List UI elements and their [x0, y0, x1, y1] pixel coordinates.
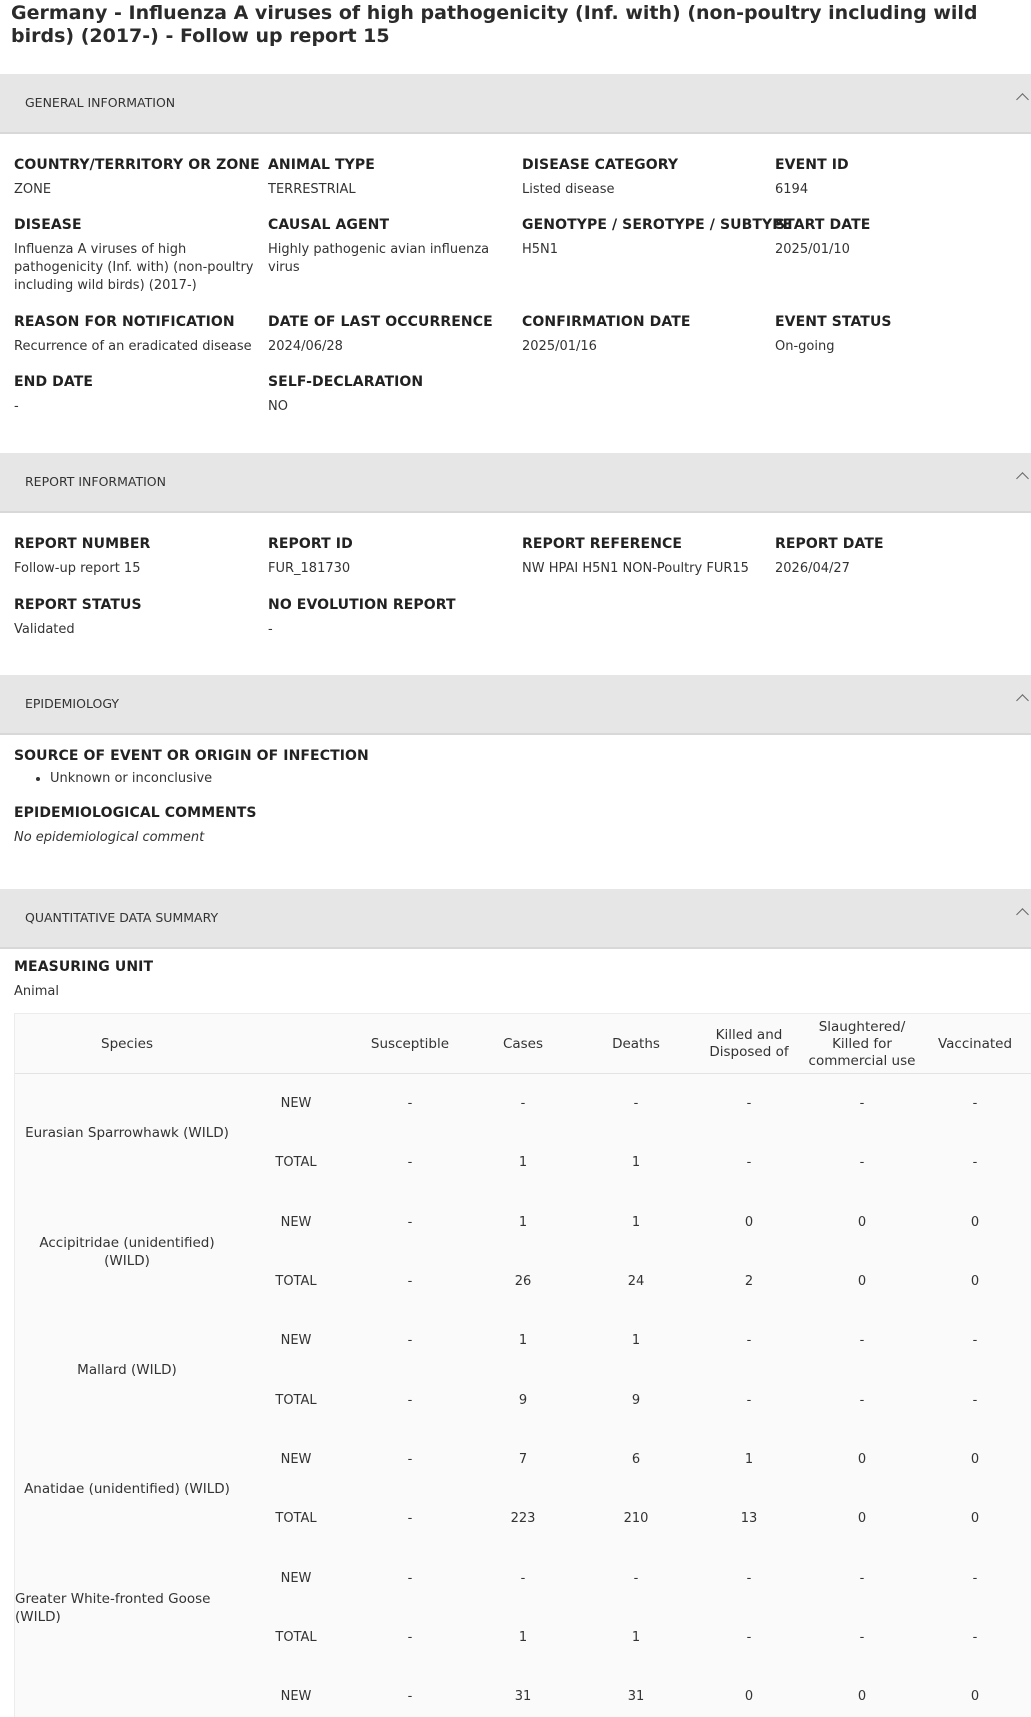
row-type-label: NEW — [280, 1689, 312, 1705]
field-measuring-unit: MEASURING UNIT Animal — [14, 959, 154, 999]
species-name: Greater White-fronted Goose (WILD) — [15, 1590, 211, 1625]
header-slaughtered: Slaughtered/ Killed for commercial use — [808, 1018, 916, 1069]
row-type-label: TOTAL — [275, 1274, 317, 1290]
chevron-up-icon[interactable] — [1016, 93, 1029, 106]
cell-deaths: 6 — [631, 1451, 641, 1467]
row-type-label: TOTAL — [275, 1155, 317, 1171]
cell-vaccinated: 0 — [970, 1274, 980, 1290]
species-name: Accipitridae (unidentified) (WILD) — [39, 1234, 215, 1269]
cell-vaccinated: 0 — [970, 1451, 980, 1467]
chevron-up-icon[interactable] — [1016, 472, 1029, 485]
section-header-report[interactable] — [0, 453, 1031, 513]
cell-slaughtered: 0 — [857, 1274, 867, 1290]
field-event-status: EVENT STATUS On-going — [775, 314, 892, 354]
species-name: Mallard (WILD) — [77, 1362, 177, 1379]
field-disease: DISEASE Influenza A viruses of high pathogenicity (Inf. with) (non-poultry including wild birds) (2017-) — [14, 217, 254, 293]
cell-deaths: 210 — [623, 1511, 649, 1527]
cell-killed: 0 — [744, 1689, 754, 1705]
cell-cases: - — [520, 1570, 526, 1586]
cell-slaughtered: - — [859, 1392, 865, 1408]
field-event-id: EVENT ID 6194 — [775, 157, 849, 197]
field-report-date: REPORT DATE 2026/04/27 — [775, 536, 884, 576]
page-title: Germany - Influenza A viruses of high pathogenicity (Inf. with) (non-poultry including wild birds) (2017-) - Follow up report 15 — [11, 2, 978, 47]
cell-deaths: 24 — [627, 1274, 645, 1290]
cell-susceptible: - — [407, 1392, 413, 1408]
table-row — [15, 1667, 1031, 1717]
cell-vaccinated: - — [972, 1096, 978, 1112]
list-item: • Unknown or inconclusive — [50, 771, 212, 786]
field-reason-notification: REASON FOR NOTIFICATION Recurrence of an eradicated disease — [14, 314, 252, 354]
section-title-general: GENERAL INFORMATION — [25, 95, 176, 110]
cell-killed: 13 — [740, 1511, 758, 1527]
cell-slaughtered: - — [859, 1096, 865, 1112]
cell-slaughtered: 0 — [857, 1214, 867, 1230]
cell-susceptible: - — [407, 1096, 413, 1112]
cell-cases: 26 — [514, 1274, 532, 1290]
cell-cases: 1 — [518, 1155, 528, 1171]
cell-deaths: - — [633, 1570, 639, 1586]
cell-slaughtered: 0 — [857, 1451, 867, 1467]
row-type-label: NEW — [280, 1333, 312, 1349]
header-susceptible: Susceptible — [370, 1035, 450, 1052]
cell-susceptible: - — [407, 1511, 413, 1527]
field-report-reference: REPORT REFERENCE NW HPAI H5N1 NON-Poultry FUR15 — [522, 536, 749, 576]
cell-susceptible: - — [407, 1333, 413, 1349]
cell-cases: 31 — [514, 1689, 532, 1705]
section-title-report: REPORT INFORMATION — [25, 474, 166, 489]
cell-slaughtered: 0 — [857, 1511, 867, 1527]
cell-slaughtered: - — [859, 1629, 865, 1645]
cell-susceptible: - — [407, 1629, 413, 1645]
field-causal-agent: CAUSAL AGENT Highly pathogenic avian influenza virus — [268, 217, 490, 275]
chevron-up-icon[interactable] — [1016, 694, 1029, 707]
row-type-label: NEW — [280, 1214, 312, 1230]
header-species: Species — [101, 1035, 153, 1052]
cell-killed: 1 — [744, 1451, 754, 1467]
header-deaths: Deaths — [612, 1035, 660, 1052]
header-cases: Cases — [502, 1035, 544, 1052]
cell-vaccinated: 0 — [970, 1511, 980, 1527]
section-title-epidemiology: EPIDEMIOLOGY — [25, 696, 120, 711]
cell-deaths: 1 — [631, 1333, 641, 1349]
cell-vaccinated: - — [972, 1392, 978, 1408]
section-header-epidemiology[interactable] — [0, 675, 1031, 735]
cell-slaughtered: - — [859, 1570, 865, 1586]
row-type-label: TOTAL — [275, 1629, 317, 1645]
field-confirmation-date: CONFIRMATION DATE 2025/01/16 — [522, 314, 691, 354]
cell-vaccinated: 0 — [970, 1214, 980, 1230]
cell-vaccinated: - — [972, 1155, 978, 1171]
field-report-id: REPORT ID FUR_181730 — [268, 536, 353, 576]
cell-cases: 1 — [518, 1629, 528, 1645]
field-country-zone: COUNTRY/TERRITORY OR ZONE ZONE — [14, 157, 260, 197]
cell-killed: - — [746, 1570, 752, 1586]
cell-deaths: - — [633, 1096, 639, 1112]
row-type-label: TOTAL — [275, 1392, 317, 1408]
cell-susceptible: - — [407, 1214, 413, 1230]
cell-vaccinated: - — [972, 1333, 978, 1349]
quantitative-table — [14, 1013, 1031, 1717]
field-animal-type: ANIMAL TYPE TERRESTRIAL — [268, 157, 375, 197]
field-genotype: GENOTYPE / SEROTYPE / SUBTYPE H5N1 — [522, 217, 793, 257]
chevron-up-icon[interactable] — [1016, 908, 1029, 921]
table-header — [15, 1014, 1031, 1074]
cell-slaughtered: - — [859, 1155, 865, 1171]
cell-killed: - — [746, 1392, 752, 1408]
field-start-date: START DATE 2025/01/10 — [775, 217, 871, 257]
cell-deaths: 1 — [631, 1629, 641, 1645]
cell-killed: - — [746, 1096, 752, 1112]
section-header-general[interactable] — [0, 74, 1031, 134]
field-last-occurrence: DATE OF LAST OCCURRENCE 2024/06/28 — [268, 314, 493, 354]
field-source-of-event: SOURCE OF EVENT OR ORIGIN OF INFECTION — [14, 748, 369, 764]
section-title-quantitative: QUANTITATIVE DATA SUMMARY — [25, 910, 219, 925]
cell-cases: 223 — [510, 1511, 536, 1527]
field-end-date: END DATE - — [14, 374, 94, 414]
field-self-declaration: SELF-DECLARATION NO — [268, 374, 424, 414]
species-name: Eurasian Sparrowhawk (WILD) — [25, 1125, 229, 1142]
cell-slaughtered: 0 — [857, 1689, 867, 1705]
cell-cases: 1 — [518, 1333, 528, 1349]
cell-cases: 1 — [518, 1214, 528, 1230]
cell-slaughtered: - — [859, 1333, 865, 1349]
row-type-label: NEW — [280, 1096, 312, 1112]
species-name: Anatidae (unidentified) (WILD) — [24, 1481, 230, 1498]
cell-killed: - — [746, 1629, 752, 1645]
header-vaccinated: Vaccinated — [937, 1035, 1013, 1052]
section-header-quantitative[interactable] — [0, 889, 1031, 949]
row-type-label: TOTAL — [275, 1511, 317, 1527]
cell-susceptible: - — [407, 1274, 413, 1290]
header-killed: Killed and Disposed of — [709, 1027, 789, 1060]
cell-deaths: 1 — [631, 1155, 641, 1171]
field-disease-category: DISEASE CATEGORY Listed disease — [522, 157, 679, 197]
cell-killed: - — [746, 1333, 752, 1349]
cell-susceptible: - — [407, 1451, 413, 1467]
cell-susceptible: - — [407, 1155, 413, 1171]
field-no-evolution: NO EVOLUTION REPORT - — [268, 597, 456, 637]
cell-deaths: 31 — [627, 1689, 645, 1705]
cell-deaths: 9 — [631, 1392, 641, 1408]
cell-vaccinated: - — [972, 1570, 978, 1586]
field-epi-comments: EPIDEMIOLOGICAL COMMENTS No epidemiological comment — [14, 805, 257, 845]
cell-vaccinated: 0 — [970, 1689, 980, 1705]
cell-cases: - — [520, 1096, 526, 1112]
row-type-label: NEW — [280, 1451, 312, 1467]
cell-cases: 9 — [518, 1392, 528, 1408]
source-list — [36, 771, 212, 786]
cell-killed: 2 — [744, 1274, 754, 1290]
cell-deaths: 1 — [631, 1214, 641, 1230]
cell-cases: 7 — [518, 1451, 528, 1467]
cell-susceptible: - — [407, 1689, 413, 1705]
cell-killed: - — [746, 1155, 752, 1171]
cell-killed: 0 — [744, 1214, 754, 1230]
field-report-number: REPORT NUMBER Follow-up report 15 — [14, 536, 151, 576]
row-type-label: NEW — [280, 1570, 312, 1586]
cell-susceptible: - — [407, 1570, 413, 1586]
cell-vaccinated: - — [972, 1629, 978, 1645]
field-report-status: REPORT STATUS Validated — [14, 597, 142, 637]
